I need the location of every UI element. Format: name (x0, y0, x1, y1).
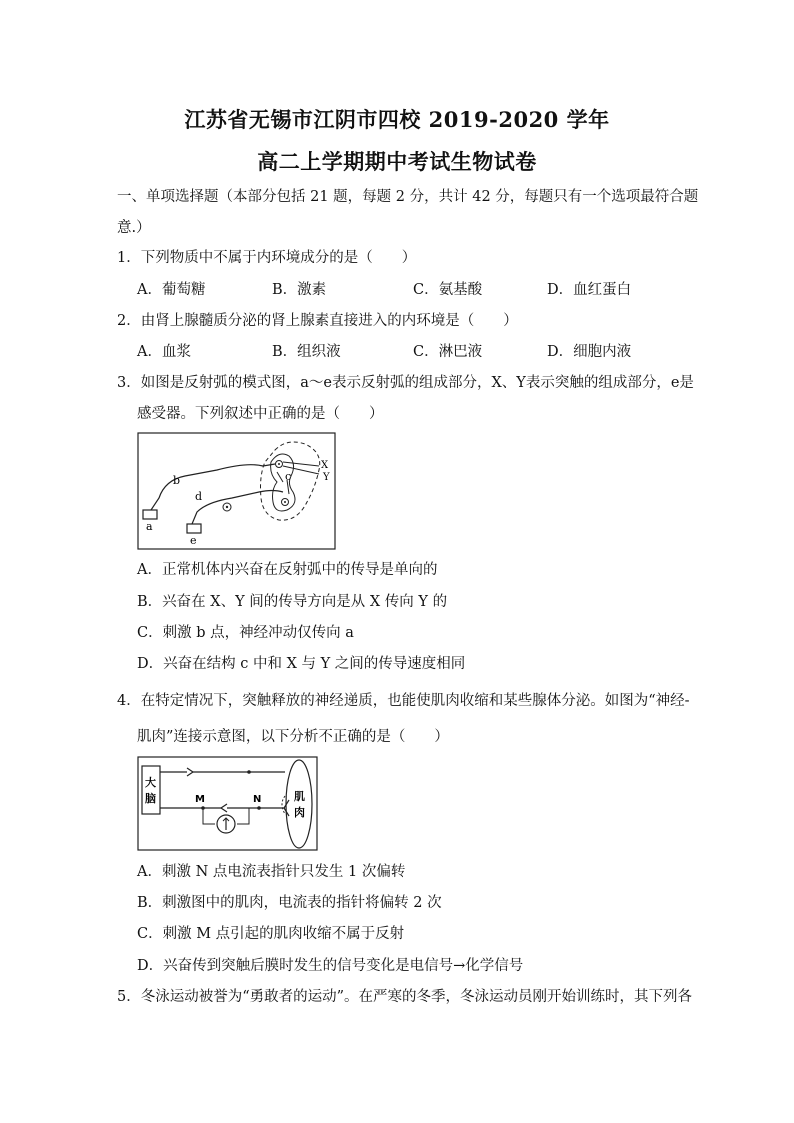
label-a: a (146, 520, 153, 533)
receptor-e-box (187, 524, 201, 533)
q2-option-d: D．细胞内液 (547, 344, 632, 360)
q3-option-b: B．兴奋在 X、Y 间的传导方向是从 X 传向 Y 的 (137, 594, 448, 610)
muscle-label-1: 肌 (294, 790, 305, 803)
brain-label-1: 大 (145, 776, 156, 789)
q4-option-c: C．刺激 M 点引起的肌肉收缩不属于反射 (137, 926, 405, 942)
q3-option-d: D．兴奋在结构 c 中和 X 与 Y 之间的传导速度相同 (137, 656, 466, 672)
figure-frame (138, 433, 335, 549)
q1-option-d: D．血红蛋白 (547, 282, 632, 298)
document-title-line-1: 江苏省无锡市江阴市四校 2019-2020 学年 (184, 107, 610, 132)
q1-option-c: C．氨基酸 (413, 282, 483, 298)
label-e: e (190, 534, 197, 547)
question-5-stem: 5．冬泳运动被誉为“勇敢者的运动”。在严寒的冬季，冬泳运动员刚开始训练时，其下列各 (117, 989, 693, 1005)
question-1-stem: 1．下列物质中不属于内环境成分的是（ ） (117, 250, 417, 266)
q2-option-c: C．淋巴液 (413, 344, 483, 360)
q4-option-d: D．兴奋传到突触后膜时发生的信号变化是电信号→化学信号 (137, 958, 524, 974)
question-4-stem-cont: 肌肉”连接示意图，以下分析不正确的是（ ） (137, 729, 449, 745)
label-y: Y (323, 472, 330, 483)
q2-option-a: A．血浆 (137, 344, 191, 360)
section-header-cont: 意.） (117, 220, 151, 236)
label-m: M (195, 794, 205, 805)
nerve-muscle-figure (137, 756, 319, 852)
q4-option-b: B．刺激图中的肌肉，电流表的指针将偏转 2 次 (137, 895, 442, 911)
q4-option-a: A．刺激 N 点电流表指针只发生 1 次偏转 (137, 864, 406, 880)
label-b: b (173, 474, 181, 487)
brain-label-2: 脑 (145, 792, 156, 805)
q2-option-b: B．组织液 (272, 344, 341, 360)
question-3-stem-cont: 感受器。下列叙述中正确的是（ ） (137, 406, 384, 422)
question-3-stem: 3．如图是反射弧的模式图，a～e表示反射弧的组成部分，X、Y表示突触的组成部分，e是 (117, 375, 694, 391)
pathway-d (192, 491, 283, 525)
q3-option-c: C．刺激 b 点，神经冲动仅传向 a (137, 625, 354, 641)
muscle-label-2: 肉 (294, 806, 305, 819)
effector-a-box (143, 510, 157, 519)
document-title-line-2: 高二上学期期中考试生物试卷 (257, 149, 537, 174)
q3-option-a: A．正常机体内兴奋在反射弧中的传导是单向的 (137, 562, 438, 578)
label-c: c (285, 470, 292, 483)
reflex-arc-figure (137, 432, 337, 552)
label-d: d (195, 490, 203, 503)
q1-option-a: A．葡萄糖 (137, 282, 206, 298)
brain-box (142, 766, 160, 814)
muscle-oval (286, 760, 312, 848)
section-header: 一、单项选择题（本部分包括 21 题，每题 2 分，共计 42 分，每题只有一个选项最符合题 (117, 189, 699, 205)
label-x: X (321, 460, 329, 471)
question-4-stem: 4．在特定情况下，突触释放的神经递质，也能使肌肉收缩和某些腺体分泌。如图为“神经- (117, 693, 690, 709)
q1-option-b: B．激素 (272, 282, 327, 298)
label-n: N (253, 794, 262, 805)
question-2-stem: 2．由肾上腺髓质分泌的肾上腺素直接进入的内环境是（ ） (117, 313, 518, 329)
